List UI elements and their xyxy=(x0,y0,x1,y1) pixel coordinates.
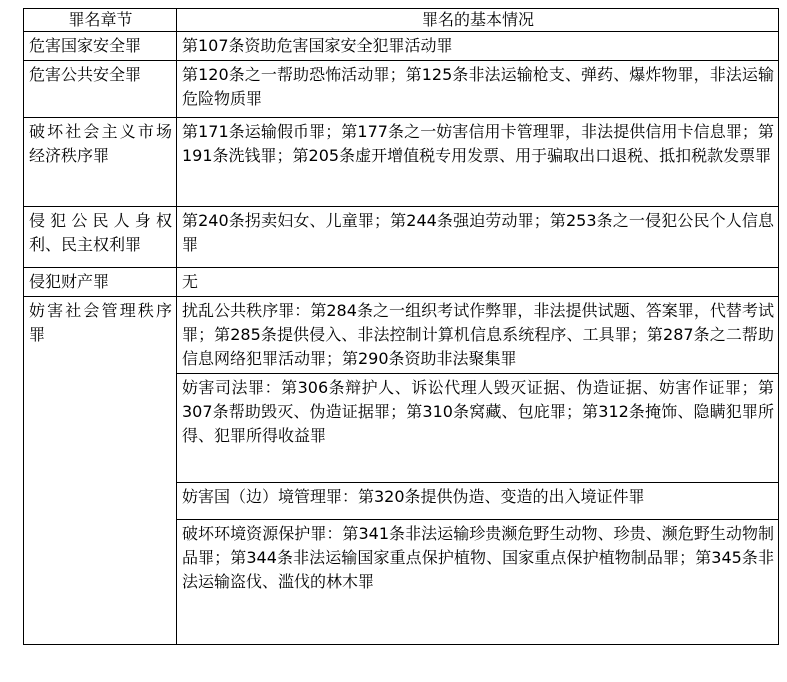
table-row xyxy=(24,32,779,61)
detail-cell: 扰乱公共秩序罪：第284条之一组织考试作弊罪，非法提供试题、答案罪，代替考试罪；第285条提供侵入、非法控制计算机信息系统程序、工具罪；第287条之二帮助信息网络犯罪活动罪；第290条资助非法聚集罪 xyxy=(177,297,779,374)
table-row xyxy=(24,207,779,268)
header-basic-info: 罪名的基本情况 xyxy=(177,9,779,32)
table-row xyxy=(24,268,779,297)
chapter-cell: 侵犯财产罪 xyxy=(24,268,177,297)
header-chapter: 罪名章节 xyxy=(24,9,177,32)
detail-cell: 破坏环境资源保护罪：第341条非法运输珍贵濒危野生动物、珍贵、濒危野生动物制品罪；第344条非法运输国家重点保护植物、国家重点保护植物制品罪；第345条非法运输盗伐、滥伐的林木罪 xyxy=(177,520,779,645)
detail-cell: 第107条资助危害国家安全犯罪活动罪 xyxy=(177,32,779,61)
chapter-cell: 危害公共安全罪 xyxy=(24,61,177,118)
detail-cell: 第240条拐卖妇女、儿童罪；第244条强迫劳动罪；第253条之一侵犯公民个人信息罪 xyxy=(177,207,779,268)
detail-cell: 无 xyxy=(177,268,779,297)
chapter-cell: 危害国家安全罪 xyxy=(24,32,177,61)
table-row xyxy=(24,61,779,118)
chapter-cell: 侵犯公民人身权利、民主权利罪 xyxy=(24,207,177,268)
detail-cell: 妨害国（边）境管理罪：第320条提供伪造、变造的出入境证件罪 xyxy=(177,483,779,520)
table-row xyxy=(24,118,779,207)
chapter-cell: 破坏社会主义市场经济秩序罪 xyxy=(24,118,177,207)
table-row xyxy=(24,297,779,374)
detail-cell: 第120条之一帮助恐怖活动罪；第125条非法运输枪支、弹药、爆炸物罪，非法运输危险物质罪 xyxy=(177,61,779,118)
detail-cell: 妨害司法罪：第306条辩护人、诉讼代理人毁灭证据、伪造证据、妨害作证罪；第307条帮助毁灭、伪造证据罪；第310条窝藏、包庇罪；第312条掩饰、隐瞒犯罪所得、犯罪所得收益罪 xyxy=(177,374,779,483)
crime-table xyxy=(23,8,779,645)
chapter-cell: 妨害社会管理秩序罪 xyxy=(24,297,177,645)
header-row xyxy=(24,9,779,32)
detail-cell: 第171条运输假币罪；第177条之一妨害信用卡管理罪，非法提供信用卡信息罪；第191条洗钱罪；第205条虚开增值税专用发票、用于骗取出口退税、抵扣税款发票罪 xyxy=(177,118,779,207)
